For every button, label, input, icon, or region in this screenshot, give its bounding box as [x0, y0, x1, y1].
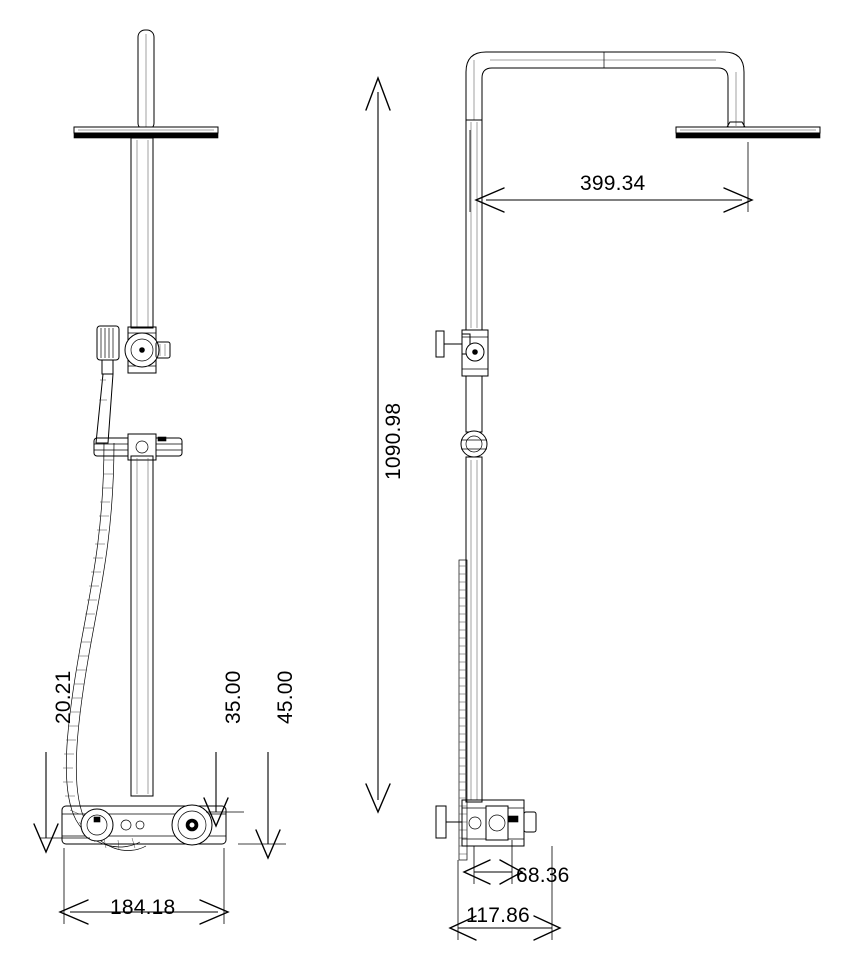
- front-view-geometry: [62, 30, 226, 851]
- dim-valve-depth-label: 68.36: [516, 864, 570, 887]
- dim-handle-offset-label: 20.21: [52, 670, 75, 724]
- dim-outlet-depth-b-label: 45.00: [274, 670, 297, 724]
- dimension-annotations: [34, 78, 752, 940]
- dim-base-width-label: 184.18: [110, 896, 176, 919]
- dim-outlet-depth-a-label: 35.00: [222, 670, 245, 724]
- dim-valve-width-label: 117.86: [466, 904, 530, 927]
- dim-overall-height-label: 1090.98: [382, 402, 405, 480]
- dim-arm-reach-label: 399.34: [580, 172, 646, 195]
